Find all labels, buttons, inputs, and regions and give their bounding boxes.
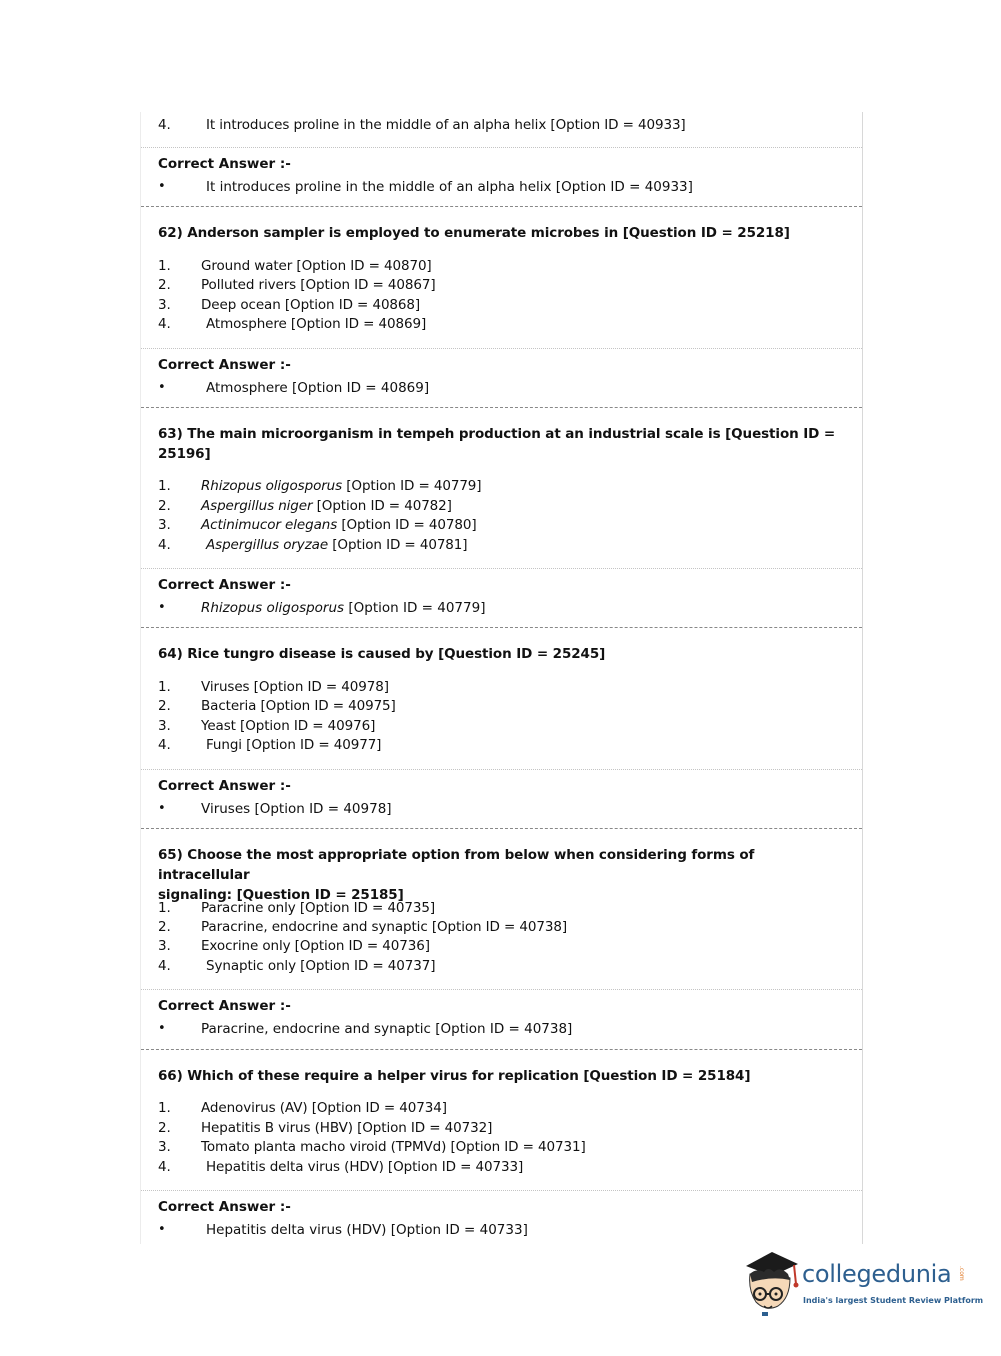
species-name: Rhizopus oligosporus (201, 600, 345, 616)
logo-domain: .com (958, 1266, 965, 1281)
logo-tagline: India's largest Student Review Platform (803, 1296, 984, 1305)
option-number: 4. (158, 737, 171, 753)
correct-answer-label: Correct Answer :- (158, 1199, 291, 1215)
option-text (201, 497, 452, 515)
divider (141, 348, 862, 349)
option-number: 1. (158, 478, 171, 494)
question-title (158, 845, 838, 905)
bullet: • (158, 1222, 166, 1237)
option-number: 2. (158, 277, 171, 293)
bullet: • (158, 380, 166, 395)
bullet: • (158, 179, 166, 194)
option-text: Viruses [Option ID = 40978] (201, 679, 389, 695)
question-separator (141, 407, 862, 408)
option-text: Deep ocean [Option ID = 40868] (201, 297, 421, 313)
correct-answer-text: Hepatitis delta virus (HDV) [Option ID = 40733] (206, 1222, 528, 1238)
option-number: 3. (158, 938, 171, 954)
correct-answer-label: Correct Answer :- (158, 156, 291, 172)
correct-answer-label: Correct Answer :- (158, 998, 291, 1014)
species-name: Rhizopus oligosporus (201, 478, 343, 494)
logo-wordmark: collegedunia (802, 1260, 952, 1288)
option-number: 1. (158, 258, 171, 274)
correct-answer-label: Correct Answer :- (158, 778, 291, 794)
option-number: 1. (158, 679, 171, 695)
option-number: 4. (158, 117, 171, 133)
bullet: • (158, 600, 166, 615)
question-title: 64) Rice tungro disease is caused by [Question ID = 25245] (158, 646, 606, 662)
question-separator (141, 1049, 862, 1050)
species-name: Actinimucor elegans (201, 517, 338, 533)
question-title-line: signaling: [Question ID = 25185] (158, 887, 404, 903)
option-text: Hepatitis B virus (HBV) [Option ID = 40732] (201, 1120, 493, 1136)
divider (141, 147, 862, 148)
option-number: 2. (158, 498, 171, 514)
exam-page (140, 112, 863, 1244)
question-title-line: 25196] (158, 446, 211, 462)
species-name: Aspergillus oryzae (206, 537, 329, 553)
question-title: 62) Anderson sampler is employed to enumerate microbes in [Question ID = 25218] (158, 225, 790, 241)
option-text: Adenovirus (AV) [Option ID = 40734] (201, 1100, 447, 1116)
question-separator (141, 828, 862, 829)
option-number: 1. (158, 900, 171, 916)
option-number: 4. (158, 316, 171, 332)
option-text: Bacteria [Option ID = 40975] (201, 698, 396, 714)
option-number: 4. (158, 537, 171, 553)
divider (141, 989, 862, 990)
correct-answer-text: Atmosphere [Option ID = 40869] (206, 380, 430, 396)
option-id: [Option ID = 40779] (344, 600, 486, 616)
divider (141, 769, 862, 770)
question-separator (141, 206, 862, 207)
option-text: Paracrine, endocrine and synaptic [Option ID = 40738] (201, 919, 568, 935)
option-id: [Option ID = 40779] (342, 478, 482, 494)
option-text (201, 477, 481, 495)
divider (141, 1190, 862, 1191)
option-number: 2. (158, 1120, 171, 1136)
option-id: [Option ID = 40782] (312, 498, 452, 514)
option-id: [Option ID = 40780] (337, 517, 477, 533)
mascot-icon (742, 1250, 802, 1320)
option-text: Yeast [Option ID = 40976] (201, 718, 376, 734)
question-title: 66) Which of these require a helper virus for replication [Question ID = 25184] (158, 1068, 751, 1084)
option-number: 2. (158, 698, 171, 714)
collegedunia-logo[interactable] (742, 1250, 984, 1320)
divider (141, 568, 862, 569)
option-text: Exocrine only [Option ID = 40736] (201, 938, 430, 954)
option-text: Synaptic only [Option ID = 40737] (206, 958, 436, 974)
correct-answer-text: Paracrine, endocrine and synaptic [Option ID = 40738] (201, 1021, 573, 1037)
correct-answer-text: It introduces proline in the middle of an alpha helix [Option ID = 40933] (206, 179, 693, 195)
option-number: 1. (158, 1100, 171, 1116)
option-text: Atmosphere [Option ID = 40869] (206, 316, 427, 332)
bullet: • (158, 801, 166, 816)
species-name: Aspergillus niger (201, 498, 313, 514)
option-text: Polluted rivers [Option ID = 40867] (201, 277, 436, 293)
option-number: 3. (158, 718, 171, 734)
option-text: Hepatitis delta virus (HDV) [Option ID = 40733] (206, 1159, 524, 1175)
option-text: Ground water [Option ID = 40870] (201, 258, 432, 274)
option-number: 3. (158, 517, 171, 533)
option-number: 3. (158, 1139, 171, 1155)
correct-answer-text (201, 599, 485, 617)
option-text: Fungi [Option ID = 40977] (206, 737, 382, 753)
question-title (158, 424, 838, 464)
option-id: [Option ID = 40781] (328, 537, 468, 553)
option-number: 4. (158, 958, 171, 974)
option-number: 2. (158, 919, 171, 935)
option-number: 3. (158, 297, 171, 313)
question-title-line: 63) The main microorganism in tempeh production at an industrial scale is [Question ID = (158, 426, 836, 442)
bullet: • (158, 1021, 166, 1036)
correct-answer-text: Viruses [Option ID = 40978] (201, 801, 392, 817)
correct-answer-label: Correct Answer :- (158, 577, 291, 593)
question-separator (141, 627, 862, 628)
option-text: Paracrine only [Option ID = 40735] (201, 900, 436, 916)
correct-answer-label: Correct Answer :- (158, 357, 291, 373)
question-title-line: 65) Choose the most appropriate option from below when considering forms of intracellular (158, 847, 755, 883)
option-text: It introduces proline in the middle of an alpha helix [Option ID = 40933] (206, 117, 686, 133)
option-text (201, 516, 477, 534)
option-number: 4. (158, 1159, 171, 1175)
option-text: Tomato planta macho viroid (TPMVd) [Option ID = 40731] (201, 1139, 586, 1155)
option-text (206, 536, 467, 554)
